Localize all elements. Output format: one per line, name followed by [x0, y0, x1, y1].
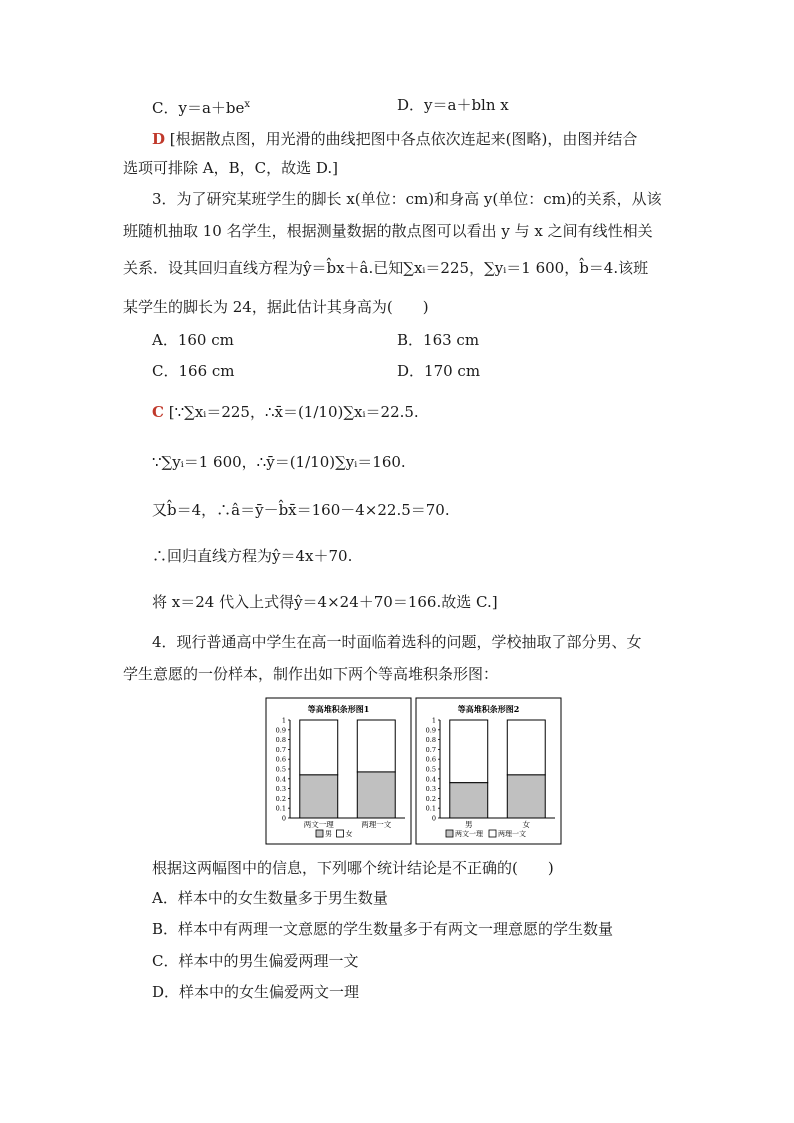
- y-tick-label: 0.1: [275, 804, 286, 813]
- y-tick-label: 0.7: [425, 745, 436, 754]
- q2-answer: D: [152, 130, 166, 148]
- q3-option-a: A．160 cm: [152, 331, 234, 349]
- y-tick-label: 0.6: [425, 755, 436, 764]
- legend-label: 两理一文: [498, 830, 526, 838]
- legend-swatch: [316, 830, 323, 837]
- q3-solution-line-5: 将 x＝24 代入上式得ŷ＝4×24＋70＝166.故选 C.]: [152, 593, 498, 611]
- chart-panel-2: [416, 698, 561, 844]
- bar-segment-男: [357, 772, 395, 818]
- q4-question: 根据这两幅图中的信息，下列哪个统计结论是不正确的( ): [152, 859, 554, 877]
- y-tick-label: 0.2: [275, 794, 286, 803]
- y-tick-label: 0: [281, 814, 286, 823]
- legend-swatch: [337, 830, 344, 837]
- q3-solution-line-4: ∴回归直线方程为ŷ＝4x＋70.: [152, 547, 353, 565]
- q3-answer: C: [152, 403, 164, 421]
- q4-option-a: A．样本中的女生数量多于男生数量: [152, 889, 388, 907]
- q2-option-c-text: C．y＝a＋be: [152, 99, 245, 117]
- y-tick-label: 1: [281, 716, 286, 725]
- y-tick-label: 0: [431, 814, 436, 823]
- category-label: 两文一理: [303, 820, 334, 829]
- q2-option-d: D．y＝a＋bln x: [397, 96, 509, 114]
- y-tick-label: 0.3: [425, 785, 436, 794]
- y-tick-label: 0.5: [275, 765, 286, 774]
- stacked-bar-charts: [265, 697, 563, 845]
- legend-swatch: [489, 830, 496, 837]
- legend-label: 女: [345, 830, 353, 838]
- chart-panel-1: [266, 698, 411, 844]
- chart-title: 等高堆积条形图2: [457, 704, 520, 714]
- q3-solution-line-2: ∵∑yᵢ＝1 600，∴ȳ＝(1/10)∑yᵢ＝160.: [152, 453, 406, 471]
- y-tick-label: 0.8: [275, 736, 286, 745]
- q3-solution-text-1: [∵∑xᵢ＝225，∴x̄＝(1/10)∑xᵢ＝22.5.: [168, 403, 419, 421]
- legend-swatch: [446, 830, 453, 837]
- q3-option-b: B．163 cm: [397, 331, 480, 349]
- y-tick-label: 0.5: [425, 765, 436, 774]
- q4-stem-line-1: 4．现行普通高中学生在高一时面临着选科的问题，学校抽取了部分男、女: [152, 633, 642, 651]
- y-tick-label: 0.4: [425, 775, 436, 784]
- category-label: 女: [522, 820, 530, 829]
- y-tick-label: 0.9: [275, 726, 286, 735]
- y-tick-label: 0.8: [425, 736, 436, 745]
- legend-label: 两文一理: [455, 830, 483, 838]
- q3-stem-line-1: 3．为了研究某班学生的脚长 x(单位：cm)和身高 y(单位：cm)的关系，从该: [152, 190, 662, 208]
- q3-stem-line-2: 班随机抽取 10 名学生，根据测量数据的散点图可以看出 y 与 x 之间有线性相关: [123, 222, 653, 240]
- q2-option-c: [152, 95, 250, 118]
- y-tick-label: 1: [431, 716, 436, 725]
- bar-segment-两文一理: [507, 775, 545, 818]
- q2-solution-text-1: [根据散点图，用光滑的曲线把图中各点依次连起来(图略)，由图并结合: [169, 130, 638, 148]
- q4-option-d: D．样本中的女生偏爱两文一理: [152, 983, 360, 1001]
- bar-segment-女: [300, 720, 338, 775]
- q4-option-b: B．样本中有两理一文意愿的学生数量多于有两文一理意愿的学生数量: [152, 920, 614, 938]
- y-tick-label: 0.7: [275, 745, 286, 754]
- q4-figures: [265, 697, 563, 849]
- legend-label: 男: [325, 830, 332, 838]
- q4-option-c: C．样本中的男生偏爱两理一文: [152, 952, 359, 970]
- bar-segment-男: [300, 775, 338, 818]
- q2-solution-line-2: 选项可排除 A，B，C，故选 D.]: [123, 159, 338, 177]
- q3-solution-line-1: [152, 402, 419, 422]
- category-label: 男: [465, 820, 473, 829]
- y-tick-label: 0.3: [275, 785, 286, 794]
- q3-option-d: D．170 cm: [397, 362, 481, 380]
- y-tick-label: 0.9: [425, 726, 436, 735]
- category-label: 两理一文: [361, 820, 392, 829]
- bar-segment-两理一文: [450, 720, 488, 783]
- q3-option-c: C．166 cm: [152, 362, 235, 380]
- q3-stem-line-4: 某学生的脚长为 24，据此估计其身高为( ): [123, 298, 429, 316]
- y-tick-label: 0.1: [425, 804, 436, 813]
- q2-option-c-sup: x: [244, 99, 251, 110]
- q3-stem-line-3: 关系．设其回归直线方程为ŷ＝b̂x＋â.已知∑xᵢ＝225，∑yᵢ＝1 600，b̂＝4.该班: [123, 259, 649, 277]
- bar-segment-女: [357, 720, 395, 772]
- y-tick-label: 0.6: [275, 755, 286, 764]
- y-tick-label: 0.2: [425, 794, 436, 803]
- q2-solution-line-1: [152, 129, 637, 149]
- q3-solution-line-3: 又b̂＝4，∴â＝ȳ－b̂x̄＝160－4×22.5＝70.: [152, 501, 450, 519]
- q4-stem-line-2: 学生意愿的一份样本，制作出如下两个等高堆积条形图：: [123, 665, 499, 683]
- bar-segment-两文一理: [450, 783, 488, 818]
- bar-segment-两理一文: [507, 720, 545, 775]
- y-tick-label: 0.4: [275, 775, 286, 784]
- chart-title: 等高堆积条形图1: [307, 704, 370, 714]
